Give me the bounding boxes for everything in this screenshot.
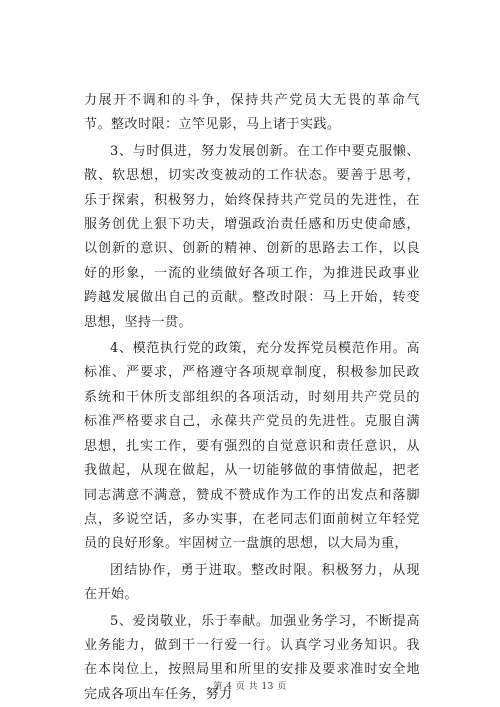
paragraph-item-4: 4、模范执行党的政策，充分发挥党员模范作用。高标准、严要求，严格遵守各项规章制度，积极参加民政系统和干休所支部组织的各项活动，时刻用共产党员的标准严格要求自己，永葆共产党员的先进性。克服自满思想，扎实工作，要有强烈的自觉意识和责任意识，从我做起，从现在做起，从一切能够做的事情做起，把老同志满意不满意，赞成不赞成作为工作的出发点和落脚点，多说空话，多办实事，在老同志们面前树立年轻党员的良好形象。牢固树立一盘旗的思想，以大局为重， bbox=[84, 341, 420, 552]
paragraph-item-3: 3、与时俱进，努力发展创新。在工作中要克服懒、散、软思想，切实改变被动的工作状态。要善于思考，乐于探索，积极努力，始终保持共产党员的先进性，在服务创优上狠下功夫，增强政治责任感和历史使命感，以创新的意识、创新的精神、创新的思路去工作，以良好的形象，一流的业绩做好各项工作，为推进民政事业跨越发展做出自己的贡献。整改时限：马上开始，转变思想，坚持一贯。 bbox=[84, 143, 420, 330]
paragraph-item-5: 5、爱岗敬业，乐于奉献。加强业务学习，不断提高业务能力，做到干一行爱一行。认真学习业务知识。我在本岗位上，按照局里和所里的安排及要求准时安全地完成各项出车任务，努力 bbox=[84, 613, 420, 702]
page-footer: 第 4 页 共 13 页 bbox=[213, 682, 287, 692]
document-body bbox=[84, 89, 420, 707]
paragraph-item-4-continuation: 团结协作，勇于进取。整改时限。积极努力，从现在开始。 bbox=[84, 562, 420, 603]
paragraph-continuation: 力展开不调和的斗争，保持共产党员大无畏的革命气节。整改时限：立竿见影，马上诸于实践。 bbox=[84, 93, 420, 133]
